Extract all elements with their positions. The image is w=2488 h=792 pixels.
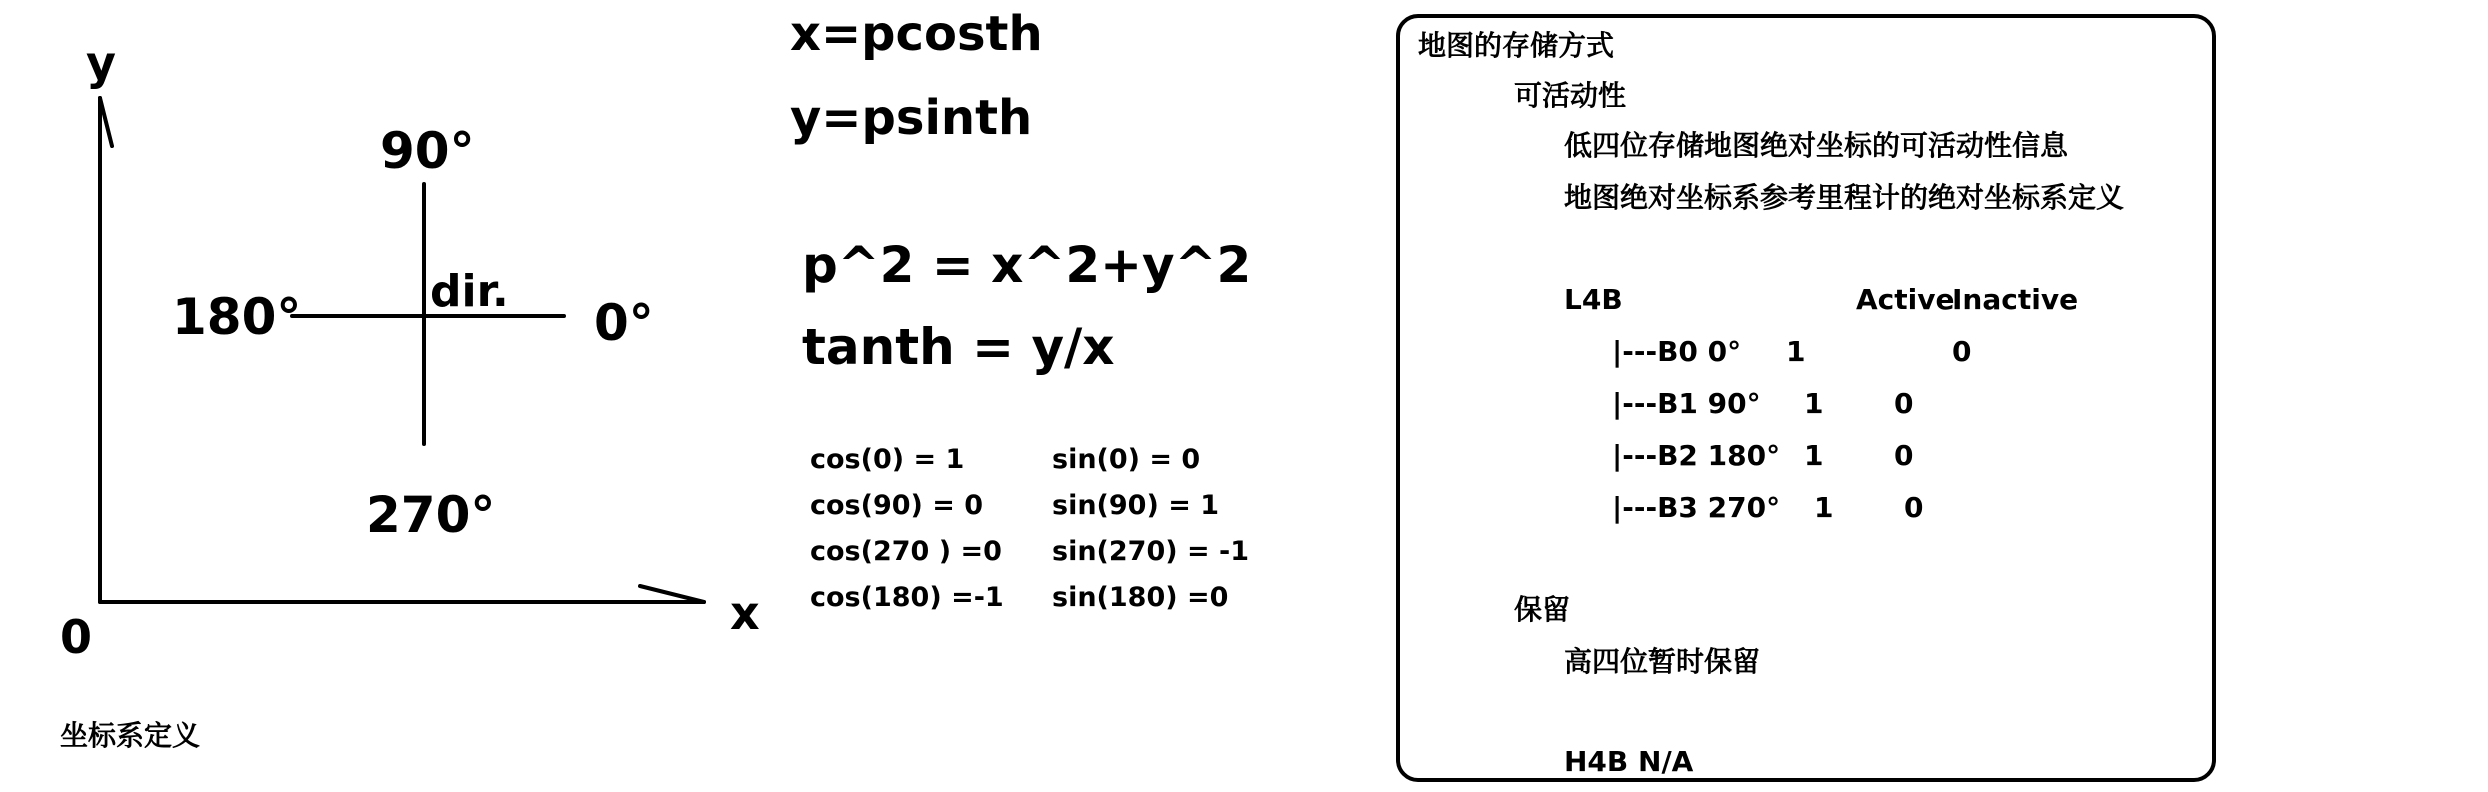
degree-270-label: 270° [366,486,496,544]
trig-cos-180: cos(180) =-1 [810,582,1004,613]
degree-180-label: 180° [172,288,302,346]
row-b3-active: 1 [1814,491,1834,524]
section-reserved-heading: 保留 [1514,593,1571,626]
row-b2-inactive: 0 [1894,439,1914,472]
origin-label: 0 [60,610,93,664]
trig-cos-0: cos(0) = 1 [810,444,965,475]
trig-sin-90: sin(90) = 1 [1052,490,1220,521]
row-b0-active: 1 [1786,335,1806,368]
degree-0-label: 0° [594,294,654,352]
column-active-header: Active [1856,283,1955,316]
row-b3-label: |---B3 270° [1612,491,1781,524]
reserved-description: 高四位暂时保留 [1564,645,1761,678]
degree-90-label: 90° [380,122,475,180]
trig-cos-270: cos(270 ) =0 [810,536,1002,567]
l4b-label: L4B [1564,283,1623,316]
row-b0-inactive: 0 [1952,335,1972,368]
active-description-1: 低四位存储地图绝对坐标的可活动性信息 [1564,129,2069,162]
y-axis-label: y [86,36,116,90]
trig-sin-180: sin(180) =0 [1052,582,1229,613]
row-b1-active: 1 [1804,387,1824,420]
row-b1-label: |---B1 90° [1612,387,1761,420]
column-inactive-header: Inactive [1952,283,2079,316]
storage-box-title: 地图的存储方式 [1418,29,1615,62]
trig-cos-90: cos(90) = 0 [810,490,984,521]
section-active-heading: 可活动性 [1514,79,1627,112]
row-b0-label: |---B0 0° [1612,335,1742,368]
y-equation: y=psinth [790,90,1033,146]
x-equation: x=pcosth [790,6,1043,62]
row-b1-inactive: 0 [1894,387,1914,420]
tanth-equation: tanth = y/x [802,318,1115,376]
active-description-2: 地图绝对坐标系参考里程计的绝对坐标系定义 [1564,181,2125,214]
row-b3-inactive: 0 [1904,491,1924,524]
trig-sin-270: sin(270) = -1 [1052,536,1250,567]
p-squared-equation: p^2 = x^2+y^2 [802,236,1252,294]
row-b2-active: 1 [1804,439,1824,472]
x-axis-label: x [730,586,760,640]
row-b2-label: |---B2 180° [1612,439,1781,472]
trig-sin-0: sin(0) = 0 [1052,444,1201,475]
h4b-label: H4B N/A [1564,745,1694,778]
diagram-caption: 坐标系定义 [60,719,201,752]
direction-label: dir. [430,266,509,317]
x-axis-arrow [640,586,704,602]
